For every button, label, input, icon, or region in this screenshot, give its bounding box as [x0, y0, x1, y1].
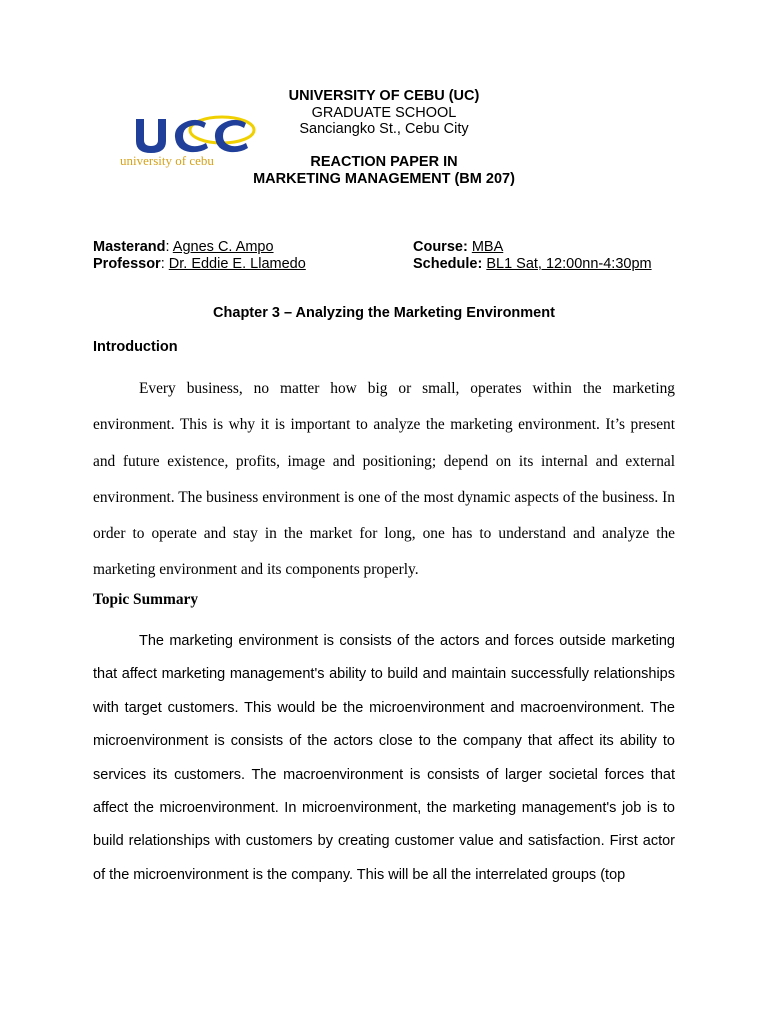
masterand-label: Masterand: [93, 239, 166, 255]
paper-title-line2: MARKETING MANAGEMENT (BM 207): [253, 171, 515, 187]
introduction-heading: Introduction: [93, 339, 178, 355]
topic-summary-paragraph: The marketing environment is consists of the actors and forces outside marketing that affect marketing management's ability to build and maintain successfully relationships with target customers. This would be the microenvironment and macroenvironment. The microenvironment is consists of the actors close to the company that affect its ability to services its customers. The macroenvironment is consists of larger societal forces that affect the microenvironment. In microenvironment, the marketing management's job is to build relationships with customers by creating customer value and satisfaction. First actor of the microenvironment is the company. This will be all the interrelated groups (top: [93, 633, 675, 883]
school-name: GRADUATE SCHOOL: [311, 105, 457, 121]
schedule-value: BL1 Sat, 12:00nn-4:30pm: [486, 256, 652, 272]
schedule-label: Schedule:: [413, 256, 483, 272]
school-address: Sanciangko St., Cebu City: [299, 121, 469, 137]
logo-text: university of cebu: [120, 153, 214, 168]
course-row: [413, 239, 503, 256]
chapter-title: Chapter 3 – Analyzing the Marketing Environment: [213, 305, 555, 321]
professor-value: Dr. Eddie E. Llamedo: [168, 256, 306, 272]
professor-label: Professor: [93, 256, 161, 272]
masterand-row: Masterand: Agnes C. Ampo: [93, 239, 274, 255]
university-name: UNIVERSITY OF CEBU (UC): [288, 88, 480, 104]
introduction-paragraph: Every business, no matter how big or small, operates within the marketing environment. This is why it is important to analyze the marketing environment. It’s present and future existence, profits, image and positioning; depend on its internal and external environment. The business environment is one of the most dynamic aspects of the business. In order to operate and stay in the market for long, one has to understand and analyze the marketing environment and its components properly.: [93, 380, 675, 579]
course-label: Course:: [413, 239, 468, 255]
paper-title-line1: REACTION PAPER IN: [310, 154, 458, 170]
schedule-row: [413, 256, 652, 273]
topic-summary-heading: Topic Summary: [93, 591, 199, 608]
masterand-value: Agnes C. Ampo: [172, 239, 274, 255]
professor-row: Professor: Dr. Eddie E. Llamedo: [93, 256, 306, 272]
course-value: MBA: [471, 239, 504, 255]
